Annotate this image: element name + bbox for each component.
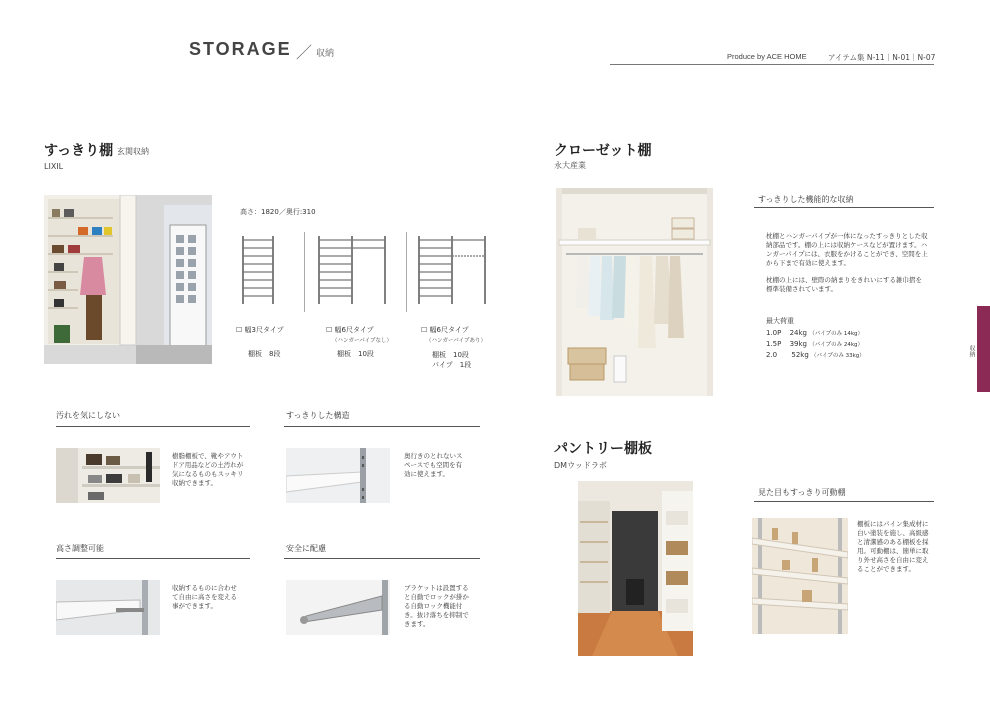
product-name: パントリー棚板 [554, 441, 652, 457]
section-tab [977, 306, 990, 392]
load-size: 1.0P [766, 329, 782, 337]
feature-rule [754, 501, 934, 502]
type-pipe: パイプ 1段 [432, 361, 472, 369]
page-subtitle: 収納 [316, 49, 335, 59]
feature-text: 樹脂棚板で、靴やアウトドア用品などの土汚れが気になるものもスッキリ収納できます。 [172, 452, 244, 487]
type-label: ☐ 幅6尺タイプ [326, 326, 374, 334]
load-row [766, 328, 865, 339]
type-label: ☐ 幅6尺タイプ [421, 326, 469, 334]
feature-title: すっきりした構造 [286, 411, 350, 420]
header-rule [610, 64, 934, 65]
pantry-text: 棚板にはパイン集成材に白い塗装を施し、高級感と清潔感のある棚板を採用。可動棚は、簡単に取り外せ高さを自由に変えることができます。 [857, 520, 929, 573]
load-pipe: （パイプのみ 14kg） [809, 331, 863, 337]
feature-photo-adjust [56, 580, 160, 635]
load-weight: 52kg [791, 351, 809, 359]
pantry-photo [578, 481, 693, 656]
load-weight: 39kg [789, 340, 807, 348]
feature-rule [284, 558, 480, 559]
feature-title: 安全に配慮 [286, 544, 326, 553]
type-note: （ハンガーパイプなし） [332, 338, 393, 344]
type-shelf: 棚板 8段 [248, 350, 281, 358]
product-maker: 永大産業 [554, 161, 586, 170]
feature-rule [56, 558, 250, 559]
feature-text: 奥行きのとれないスペースでも空間を有効に使えます。 [404, 452, 463, 478]
load-size: 1.5P [766, 340, 782, 348]
product-name: すっきり棚 [44, 143, 114, 159]
item-code: アイテム集 N-11｜N-01｜N-07 [828, 53, 936, 62]
feature-photo-bracket [286, 580, 390, 635]
shelf-diagram-3shaku [240, 234, 276, 310]
product-maker: DMウッドラボ [554, 461, 607, 470]
load-table [766, 328, 865, 361]
page-title: STORAGE [189, 39, 292, 59]
diagram-divider [406, 232, 407, 312]
load-row [766, 339, 865, 350]
feature-rule [56, 426, 250, 427]
closet-photo [556, 188, 713, 396]
feature-title: 見た目もすっきり可動棚 [758, 488, 846, 497]
feature-rule [754, 207, 934, 208]
entrance-storage-photo [44, 195, 212, 364]
title-separator: ／ [296, 45, 313, 62]
diagram-divider [304, 232, 305, 312]
feature-text: ブラケットは設置すると自動でロックが掛かる自動ロック機能付き。抜け落ちを抑制できます。 [404, 584, 469, 628]
type-label: ☐ 幅3尺タイプ [236, 326, 284, 334]
type-shelf: 棚板 10段 [337, 350, 374, 358]
dimensions: 高さ：1820／奥行:310 [240, 208, 316, 216]
pantry-shelf-photo [752, 518, 848, 634]
section-tab-label: 収納 [968, 345, 975, 357]
load-title: 最大荷重 [766, 317, 794, 325]
load-weight: 24kg [789, 329, 807, 337]
producer-label: Produce by ACE HOME [727, 52, 807, 61]
product-category: 玄関収納 [117, 147, 149, 156]
load-pipe: （パイプのみ 24kg） [809, 342, 863, 348]
load-size: 2.0 [766, 351, 778, 359]
feature-text: 収納するものに合わせて自由に高さを変える事ができます。 [172, 584, 237, 610]
load-row [766, 350, 865, 361]
feature-title: すっきりした機能的な収納 [758, 195, 854, 204]
closet-text-2: 枕棚の上には、壁際の納まりをきれいにする雑巾摺を標準装備されています。 [766, 276, 922, 293]
feature-rule [284, 426, 480, 427]
type-shelf: 棚板 10段 [432, 351, 469, 359]
feature-photo-shelf [286, 448, 390, 503]
type-note: （ハンガーパイプあり） [426, 338, 487, 344]
product-name: クローゼット棚 [554, 143, 652, 159]
feature-title: 汚れを気にしない [56, 411, 120, 420]
feature-title: 高さ調整可能 [56, 544, 104, 553]
shelf-diagram-6shaku [316, 234, 388, 310]
load-pipe: （パイプのみ 33kg） [811, 353, 865, 359]
shelf-diagram-6shaku-pipe [416, 234, 488, 310]
closet-text: 枕棚とハンガーパイプが一体になったすっきりとした収納部品です。棚の上には収納ケースなどが置けます。ハンガーパイプには、衣服をかけることができ、空間を上から下まで有効に使えます。 [766, 232, 928, 267]
feature-photo-shoes [56, 448, 160, 503]
product-maker: LIXIL [44, 162, 64, 171]
